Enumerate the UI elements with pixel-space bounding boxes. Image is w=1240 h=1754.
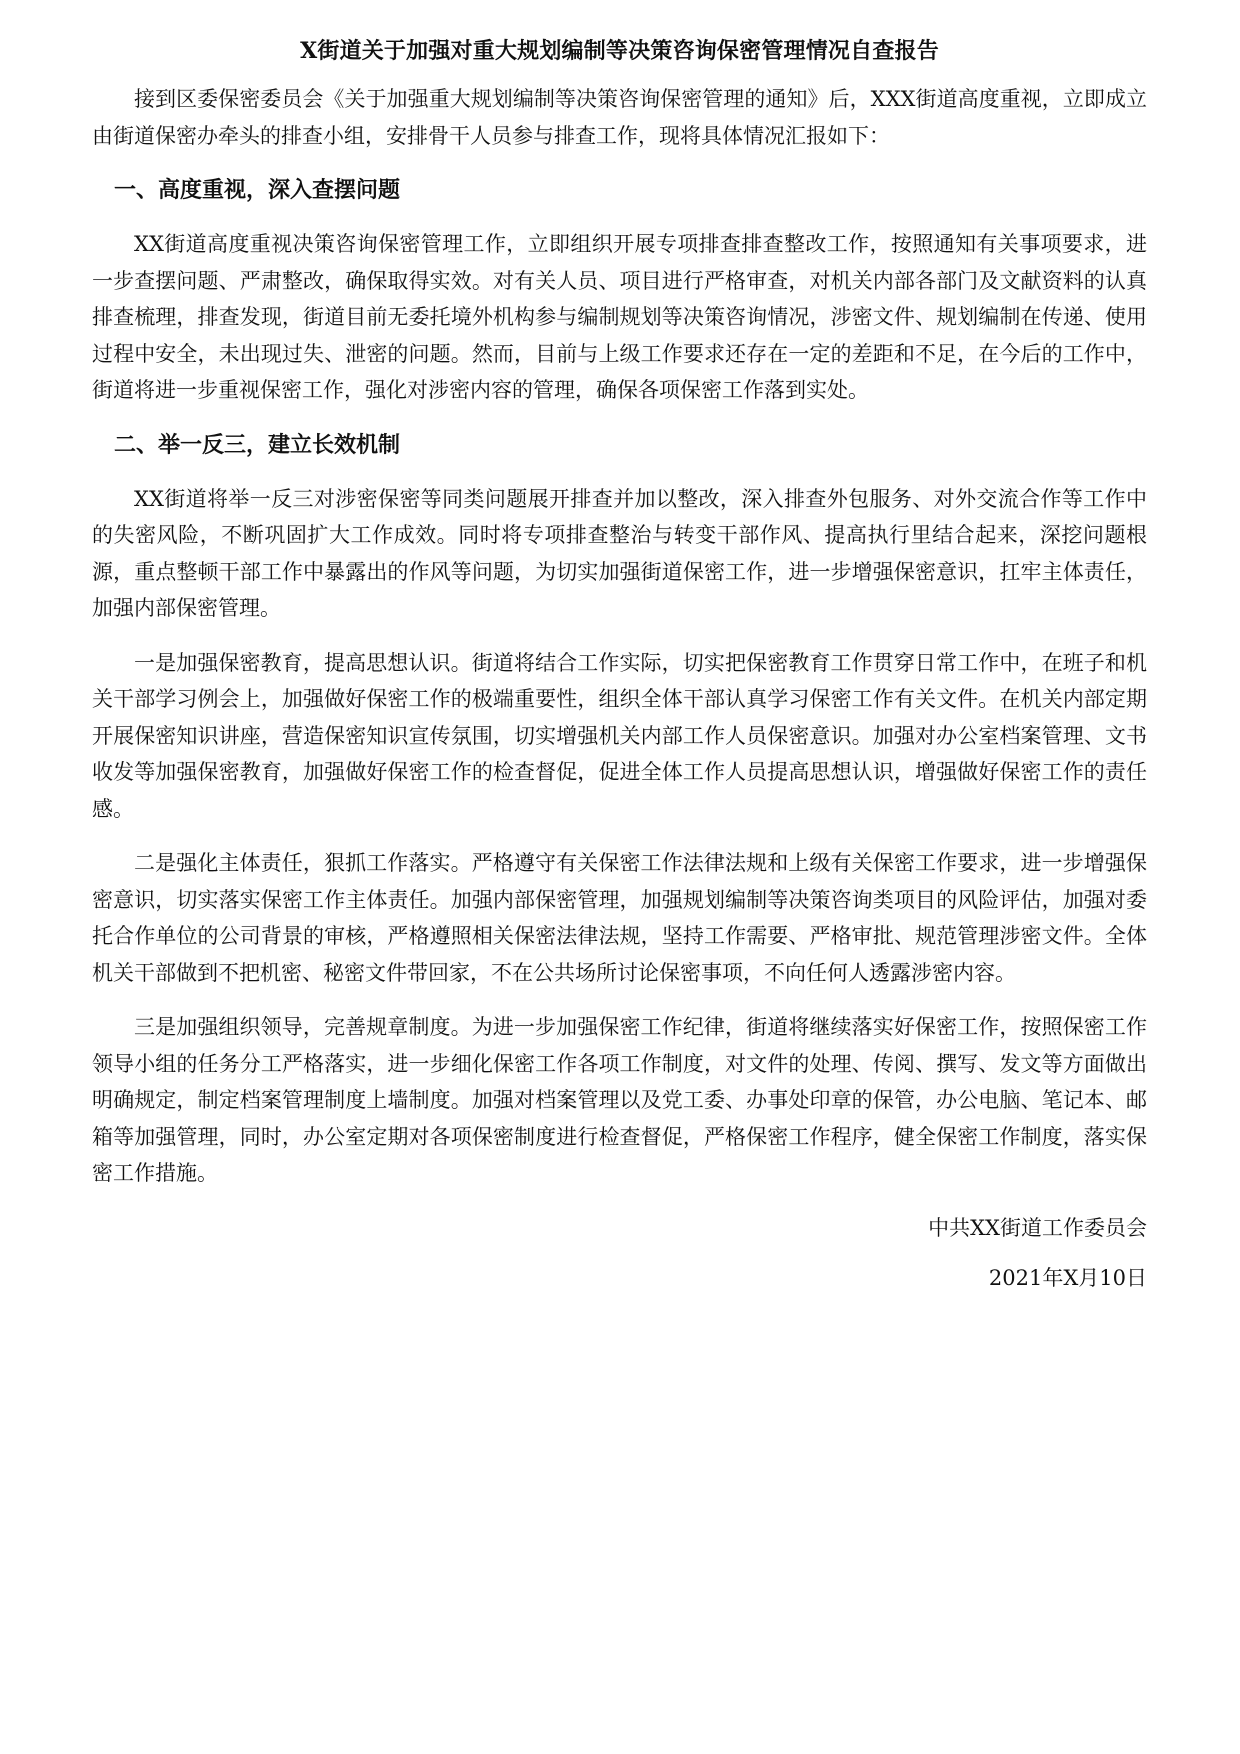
intro-paragraph: 接到区委保密委员会《关于加强重大规划编制等决策咨询保密管理的通知》后，XXX街道高度重视，立即成立由街道保密办牵头的排查小组，安排骨干人员参与排查工作，现将具体情况汇报如下：: [92, 87, 1147, 148]
section-1-paragraph-1: XX街道高度重视决策咨询保密管理工作，立即组织开展专项排查排查整改工作，按照通知有关事项要求，进一步查摆问题、严肃整改，确保取得实效。对有关人员、项目进行严格审查，对机关内部各部门及文献资料的认真排查梳理，排查发现，街道目前无委托境外机构参与编制规划等决策咨询情况，涉密文件、规划编制在传递、使用过程中安全，未出现过失、泄密的问题。然而，目前与上级工作要求还存在一定的差距和不足，在今后的工作中，街道将进一步重视保密工作，强化对涉密内容的管理，确保各项保密工作落到实处。: [92, 232, 1147, 402]
document-body: [92, 33, 1147, 1310]
signature: 中共XX街道工作委员会: [928, 1215, 1147, 1240]
section-2-paragraph-2: 一是加强保密教育，提高思想认识。街道将结合工作实际，切实把保密教育工作贯穿日常工作中，在班子和机关干部学习例会上，加强做好保密工作的极端重要性，组织全体干部认真学习保密工作有关文件。在机关内部定期开展保密知识讲座，营造保密知识宣传氛围，切实增强机关内部工作人员保密意识。加强对办公室档案管理、文书收发等加强保密教育，加强做好保密工作的检查督促，促进全体工作人员提高思想认识，增强做好保密工作的责任感。: [92, 650, 1147, 821]
section-2-paragraph-3: 二是强化主体责任，狠抓工作落实。严格遵守有关保密工作法律法规和上级有关保密工作要求，进一步增强保密意识，切实落实保密工作主体责任。加强内部保密管理，加强规划编制等决策咨询类项目的风险评估，加强对委托合作单位的公司背景的审核，严格遵照相关保密法律法规，坚持工作需要、严格审批、规范管理涉密文件。全体机关干部做到不把机密、秘密文件带回家，不在公共场所讨论保密事项，不向任何人透露涉密内容。: [92, 851, 1147, 985]
section-2-paragraph-1: XX街道将举一反三对涉密保密等同类问题展开排查并加以整改，深入排查外包服务、对外交流合作等工作中的失密风险，不断巩固扩大工作成效。同时将专项排查整治与转变干部作风、提高执行里结合起来，深挖问题根源，重点整顿干部工作中暴露出的作风等问题，为切实加强街道保密工作，进一步增强保密意识，扛牢主体责任，加强内部保密管理。: [92, 486, 1147, 620]
report-date: 2021年X月10日: [988, 1265, 1147, 1290]
section-2-heading: 二、举一反三，建立长效机制: [114, 431, 401, 458]
section-2-paragraph-4: 三是加强组织领导，完善规章制度。为进一步加强保密工作纪律，街道将继续落实好保密工作，按照保密工作领导小组的任务分工严格落实，进一步细化保密工作各项工作制度，对文件的处理、传阅、撰写、发文等方面做出明确规定，制定档案管理制度上墙制度。加强对档案管理以及党工委、办事处印章的保管，办公电脑、笔记本、邮箱等加强管理，同时，办公室定期对各项保密制度进行检查督促，严格保密工作程序，健全保密工作制度，落实保密工作措施。: [92, 1015, 1147, 1185]
document-title: X街道关于加强对重大规划编制等决策咨询保密管理情况自查报告: [300, 38, 939, 64]
signoff-block: [92, 1210, 1147, 1296]
section-1-heading: 一、高度重视，深入查摆问题: [114, 177, 401, 203]
